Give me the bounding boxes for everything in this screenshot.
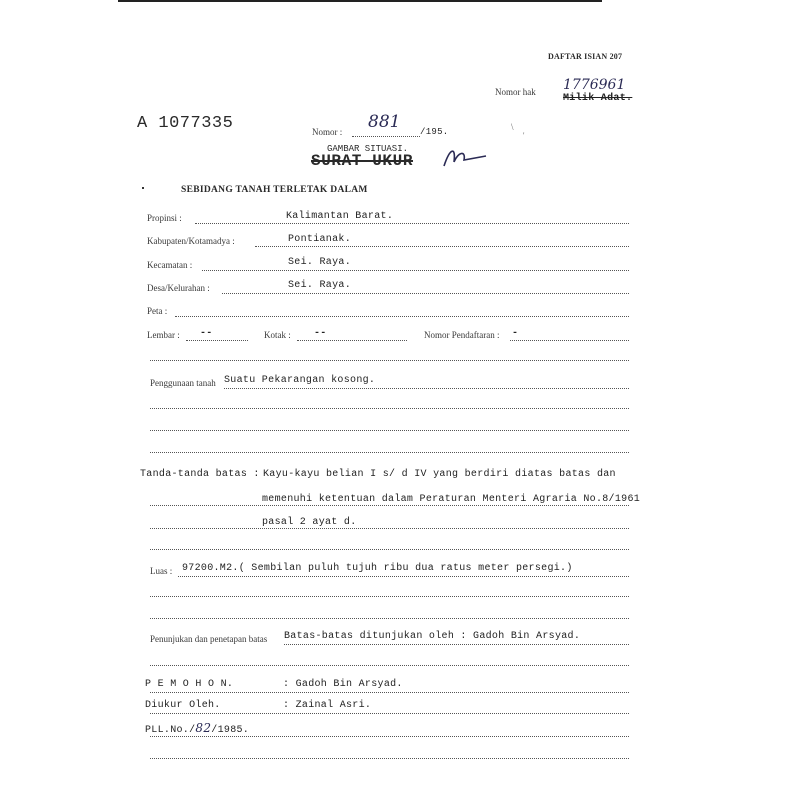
lembar-label: Lembar :: [147, 330, 180, 340]
peta-label: Peta :: [147, 306, 168, 316]
nomor-hak-label: Nomor hak: [495, 87, 536, 97]
blank-dotted-line: [150, 360, 629, 361]
blank-dotted-line: [150, 549, 629, 550]
pemohon-dotted-line: [150, 692, 629, 693]
nomor-label: Nomor :: [312, 127, 343, 137]
penggunaan-dotted-line: [224, 388, 629, 389]
penunjukan-value: Batas-batas ditunjukan oleh : Gadoh Bin Arsyad.: [284, 631, 581, 642]
blank-dotted-line: [150, 596, 629, 597]
signature-scribble: [440, 142, 490, 172]
penggunaan-label: Penggunaan tanah: [150, 378, 216, 388]
kecamatan-value: Sei. Raya.: [288, 257, 352, 268]
stray-mark: ': [523, 131, 525, 140]
kotak-label: Kotak :: [264, 330, 291, 340]
pll-dotted-line: [150, 736, 629, 737]
penunjukan-dotted-line: [284, 644, 629, 645]
penunjukan-label: Penunjukan dan penetapan batas: [150, 634, 268, 644]
nomor-pendaftaran-label: Nomor Pendaftaran :: [424, 330, 500, 340]
kabupaten-value: Pontianak.: [288, 234, 352, 245]
nomor-pendaftaran-dotted-line: [510, 340, 629, 341]
tanda-batas-dotted-line: [150, 505, 629, 506]
luas-label: Luas :: [150, 566, 173, 576]
nomor-dotted-line: [352, 136, 420, 137]
nomor-pendaftaran-value: -: [512, 328, 519, 339]
nomor-hak-value: 1776961: [563, 77, 626, 93]
diukur-label: Diukur Oleh.: [145, 700, 221, 711]
blank-dotted-line: [150, 430, 629, 431]
stray-mark: \: [511, 122, 514, 132]
kabupaten-label: Kabupaten/Kotamadya :: [147, 236, 235, 246]
tanda-batas-line2: memenuhi ketentuan dalam Peraturan Menteri Agraria No.8/1961: [262, 494, 641, 505]
pemohon-label: P E M O H O N.: [145, 679, 234, 690]
blank-dotted-line: [150, 758, 629, 759]
kecamatan-label: Kecamatan :: [147, 260, 193, 270]
nomor-year: /195.: [420, 127, 449, 137]
diukur-value: : Zainal Asri.: [283, 700, 372, 711]
propinsi-dotted-line: [195, 223, 629, 224]
pll-text: [145, 721, 249, 736]
luas-value: 97200.M2.( Sembilan puluh tujuh ribu dua ratus meter persegi.): [182, 563, 573, 574]
gambar-situasi-title: GAMBAR SITUASI.: [327, 144, 409, 154]
propinsi-value: Kalimantan Barat.: [286, 211, 394, 222]
serial-number: A 1077335: [137, 114, 234, 133]
propinsi-label: Propinsi :: [147, 213, 182, 223]
milik-adat-label: Milik Adat.: [563, 93, 633, 104]
blank-dotted-line: [150, 408, 629, 409]
section-title: SEBIDANG TANAH TERLETAK DALAM: [181, 185, 368, 195]
pll-number: 82: [195, 721, 212, 735]
tanda-batas-label: Tanda-tanda batas :: [140, 469, 260, 480]
tanda-batas-line3: pasal 2 ayat d.: [262, 517, 357, 528]
tanda-batas-dotted-line: [150, 528, 629, 529]
diukur-dotted-line: [150, 713, 629, 714]
blank-dotted-line: [150, 618, 629, 619]
pemohon-value: : Gadoh Bin Arsyad.: [283, 679, 403, 690]
lembar-dotted-line: [186, 340, 248, 341]
peta-dotted-line: [175, 316, 629, 317]
kotak-dotted-line: [297, 340, 407, 341]
tanda-batas-line1: Kayu-kayu belian I s/ d IV yang berdiri diatas batas dan: [263, 469, 616, 480]
lembar-value: --: [200, 328, 213, 339]
penggunaan-value: Suatu Pekarangan kosong.: [224, 375, 376, 386]
bullet-dot: [142, 187, 144, 189]
kotak-value: --: [314, 328, 327, 339]
kabupaten-dotted-line: [255, 246, 629, 247]
blank-dotted-line: [150, 452, 629, 453]
form-code: DAFTAR ISIAN 207: [548, 52, 623, 61]
pll-year: /1985.: [211, 725, 250, 736]
nomor-value: 881: [368, 112, 401, 132]
luas-dotted-line: [178, 576, 629, 577]
surat-ukur-title: SURAT UKUR: [311, 152, 414, 170]
top-border-line: [118, 0, 602, 2]
desa-value: Sei. Raya.: [288, 280, 352, 291]
desa-label: Desa/Kelurahan :: [147, 283, 210, 293]
kecamatan-dotted-line: [202, 270, 629, 271]
desa-dotted-line: [222, 293, 629, 294]
blank-dotted-line: [150, 665, 629, 666]
pll-prefix: PLL.No./: [145, 725, 196, 736]
